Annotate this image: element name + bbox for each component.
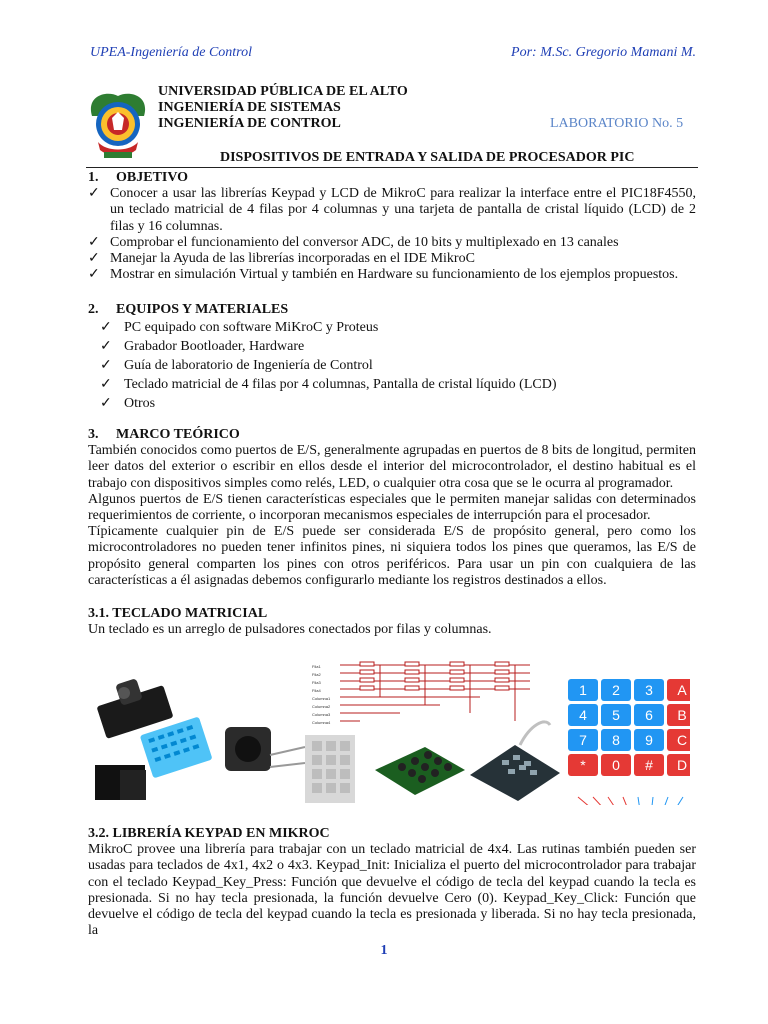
pcb-keypad	[375, 747, 465, 795]
document-title: DISPOSITIVOS DE ENTRADA Y SALIDA DE PROCESADOR PIC	[220, 150, 635, 165]
section-marco-teorico	[88, 427, 696, 589]
section-heading: 3.2. LIBRERÍA KEYPAD EN MIKROC	[88, 826, 330, 841]
keypad-wire	[593, 797, 618, 805]
schematic-switch	[360, 686, 374, 690]
institution-career: INGENIERÍA DE CONTROL	[158, 116, 341, 131]
schematic-label: Columna2	[312, 704, 331, 709]
schematic-switch	[495, 662, 509, 666]
keypad-wire	[623, 797, 634, 805]
schematic-switch	[405, 670, 419, 674]
list-item: ✓ Teclado matricial de 4 filas por 4 columnas, Pantalla de cristal líquido (LCD)	[100, 377, 557, 393]
section-equipos	[88, 302, 696, 413]
schematic-label: Fila1	[312, 664, 321, 669]
schematic-switch	[405, 678, 419, 682]
keypad-key-label: 3	[645, 682, 653, 698]
schematic-switch	[495, 686, 509, 690]
section-heading: 3. MARCO TEÓRICO	[88, 427, 240, 442]
keypad-key-label: A	[677, 682, 687, 698]
schematic-switch	[450, 678, 464, 682]
section-teclado-matricial	[88, 606, 696, 638]
section-heading: 2. EQUIPOS Y MATERIALES	[88, 302, 289, 317]
keypad-wire	[638, 797, 642, 805]
keypad-key-label: 8	[612, 732, 620, 748]
keypad-key-label: 7	[579, 732, 587, 748]
list-item: ✓ Conocer a usar las librerías Keypad y LCD de MikroC para realizar la interface entre el PIC18F4550, un teclado matricial de 4 filas por 4 columnas y una tarjeta de pantalla de cristal líquido (LCD) de 2 filas y 16 columnas.	[88, 186, 696, 234]
keypad-wire	[658, 797, 668, 805]
check-icon: ✓	[88, 186, 100, 202]
schematic-switch	[360, 670, 374, 674]
university-logo	[86, 86, 150, 166]
paragraph: MikroC provee una librería para trabajar con un teclado matricial de 4x4. Las rutinas también pueden ser usadas para teclados de 4x1, 4x2 o 4x3. Keypad_Init: Inicializa el puerto del microcontrolador para trabajar con el teclado Keypad_Key_Press: Función que devuelve el código de tecla del keypad cuando la tecla es presionada. Si no hay tecla presionada, la función devuelve Cero (0). Keypad_Key_Click: Función que devuelve el código de tecla del keypad cuando la tecla es presionada y liberada. Si no hay tecla presionada, la	[88, 842, 696, 939]
check-icon: ✓	[100, 396, 112, 412]
lab-number: LABORATORIO No. 5	[550, 116, 684, 131]
membrane-keypad	[470, 722, 560, 801]
list-item: ✓ Manejar la Ayuda de las librerías incorporadas en el IDE MikroC	[88, 251, 475, 267]
list-item: ✓ Comprobar el funcionamiento del conversor ADC, de 10 bits y multiplexado en 13 canales	[88, 234, 619, 250]
keypad-key-label: C	[676, 732, 688, 748]
section-libreria-keypad	[88, 826, 696, 939]
header-left: UPEA-Ingeniería de Control	[90, 45, 253, 60]
page-number: 1	[380, 943, 388, 958]
institution-faculty: INGENIERÍA DE SISTEMAS	[158, 100, 341, 115]
schematic-switch	[450, 662, 464, 666]
keypad-wire	[666, 797, 683, 805]
schematic-label: Fila4	[312, 688, 321, 693]
section-objetivo	[88, 170, 696, 283]
section-heading: 3.1. TECLADO MATRICIAL	[88, 606, 268, 621]
schematic-label: Fila2	[312, 672, 321, 677]
schematic-switch	[495, 678, 509, 682]
title-divider	[86, 167, 698, 168]
keypad-wire	[650, 797, 653, 805]
schematic-switch	[405, 686, 419, 690]
paragraph: Algunos puertos de E/S tienen características especiales que le permiten manejar salidas con determinados requerimientos de corriente, o incorporan mecanismos especiales de interrupción para el procesador.	[88, 491, 696, 524]
paragraph: También conocidos como puertos de E/S, generalmente agrupadas en puertos de 8 bits de longitud, permiten leer datos del exterior o escribir en ellos desde el interior del microcontrolador, el destino habitual es el trabajo con dispositivos simples como relés, LED, o cualquier otra cosa que se le ocurra al programador.	[88, 443, 696, 491]
check-icon: ✓	[100, 320, 112, 336]
schematic-label: Fila3	[312, 680, 321, 685]
keypad-key-label: B	[677, 707, 687, 723]
check-icon: ✓	[100, 358, 112, 374]
keypad-key-label: 2	[612, 682, 620, 698]
check-icon: ✓	[88, 251, 100, 267]
keypad-key-label: 4	[579, 707, 587, 723]
check-icon: ✓	[88, 267, 100, 283]
list-item: ✓ Otros	[100, 396, 156, 412]
schematic-switch	[495, 670, 509, 674]
keypad-key-label: 6	[645, 707, 653, 723]
check-icon: ✓	[100, 377, 112, 393]
list-item: ✓ Grabador Bootloader, Hardware	[100, 339, 305, 355]
institution-block	[158, 84, 408, 132]
check-icon: ✓	[100, 339, 112, 355]
list-item: ✓ Mostrar en simulación Virtual y también en Hardware su funcionamiento de los ejemplos propuestos.	[88, 267, 679, 283]
push-button	[225, 727, 305, 771]
keypad-key-label: 9	[645, 732, 653, 748]
section-heading: 1. OBJETIVO	[88, 170, 189, 185]
keypad-key-label: #	[645, 757, 653, 773]
paragraph: Un teclado es un arreglo de pulsadores conectados por filas y columnas.	[88, 622, 492, 638]
keypad-4x4-grid	[568, 679, 690, 805]
schematic-label: Columna1	[312, 696, 331, 701]
list-item: ✓ PC equipado con software MiKroC y Proteus	[100, 320, 379, 336]
keypad-key-label: 5	[612, 707, 620, 723]
check-icon: ✓	[88, 234, 100, 250]
schematic-label: Columna3	[312, 712, 331, 717]
schematic-switch	[450, 686, 464, 690]
phone-keypad	[305, 735, 355, 803]
schematic-switch	[450, 670, 464, 674]
keypad-key-label: D	[676, 757, 688, 773]
matrix-schematic	[312, 662, 530, 725]
schematic-label: Columna4	[312, 720, 331, 725]
keypad-figure	[90, 655, 690, 805]
schematic-switch	[405, 662, 419, 666]
keypad-key-label: 1	[579, 682, 587, 698]
schematic-switch	[360, 678, 374, 682]
keypad-key-label: 0	[612, 757, 620, 773]
header-right: Por: M.Sc. Gregorio Mamani M.	[511, 45, 696, 60]
list-item: ✓ Guía de laboratorio de Ingeniería de Control	[100, 358, 373, 374]
paragraph: Típicamente cualquier pin de E/S puede ser considerada E/S de propósito general, pero como los microcontroladores no pueden tener infinitos pines, ni siquiera todos los pines que queramos, las E/S de propósito general comparten los pines con otros periféricos. Para usar un pin con cualquiera de las características a él asignadas debemos configurarlo mediante los registros destinados a ellos.	[88, 524, 696, 588]
schematic-switch	[360, 662, 374, 666]
institution-name: UNIVERSIDAD PÚBLICA DE EL ALTO	[158, 84, 408, 99]
keypad-key-label: *	[580, 757, 586, 773]
